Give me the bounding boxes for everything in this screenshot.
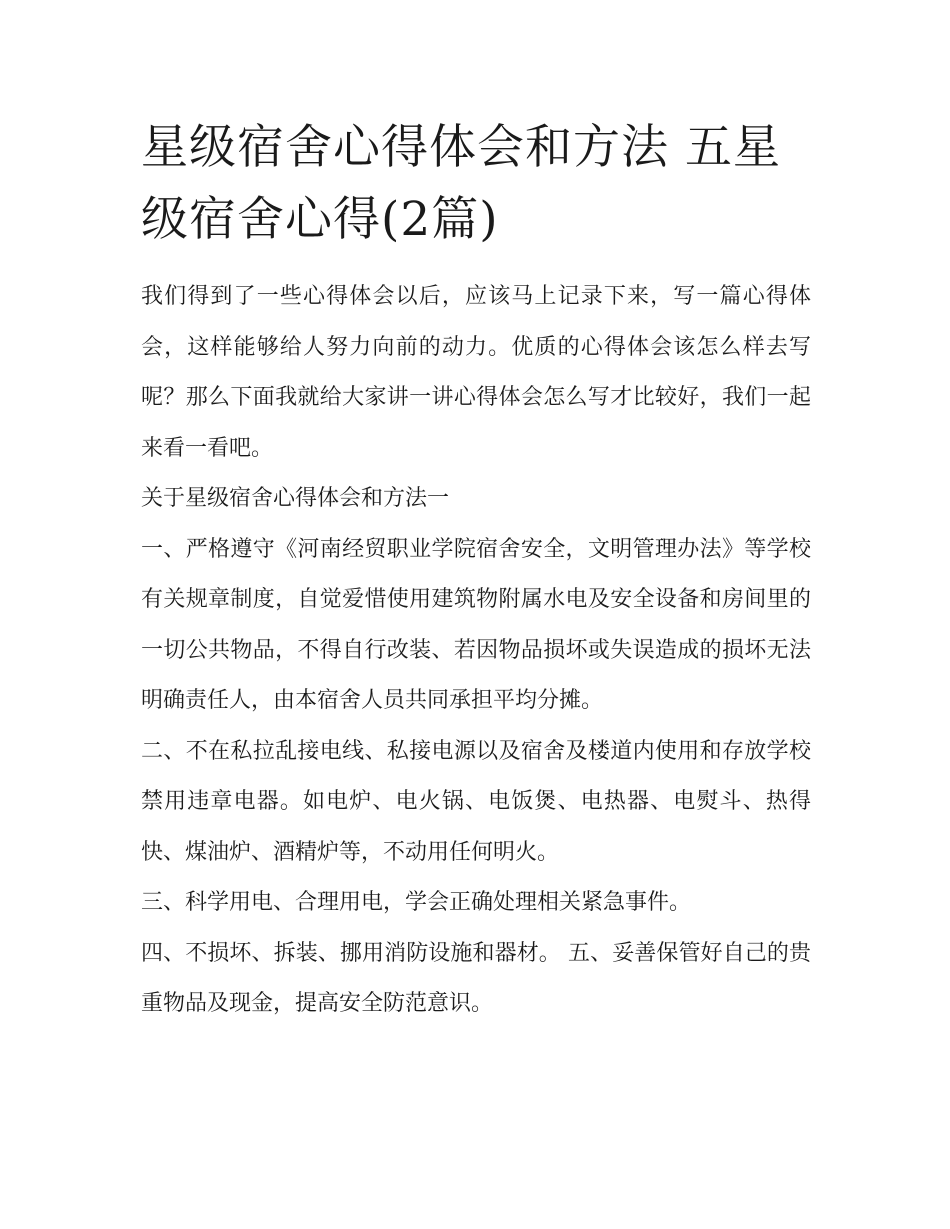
rule-paragraph-3: 三、科学用电、合理用电，学会正确处理相关紧急事件。 xyxy=(141,890,692,915)
rule-paragraph-4-5: 四、不损坏、拆装、挪用消防设施和器材。 五、妥善保管好自己的贵重物品及现金，提高安全防范意识。 xyxy=(141,940,811,1016)
rule-paragraph-2: 二、不在私拉乱接电线、私接电源以及宿舍及楼道内使用和存放学校禁用违章电器。如电炉、电火锅、电饭煲、电热器、电熨斗、热得快、煤油炉、酒精炉等，不动用任何明火。 xyxy=(141,738,811,865)
section-heading: 关于星级宿舍心得体会和方法一 xyxy=(141,486,450,511)
document-title: 星级宿舍心得体会和方法 五星级宿舍心得(2篇) xyxy=(141,120,781,247)
rule-paragraph-1: 一、严格遵守《河南经贸职业学院宿舍安全，文明管理办法》等学校有关规章制度，自觉爱惜使用建筑物附属水电及安全设备和房间里的一切公共物品，不得自行改装、若因物品损坏或失误造成的损坏无法明确责任人，由本宿舍人员共同承担平均分摊。 xyxy=(141,536,811,713)
document-body xyxy=(141,112,811,1030)
intro-paragraph: 我们得到了一些心得体会以后，应该马上记录下来，写一篇心得体会，这样能够给人努力向前的动力。优质的心得体会该怎么样去写呢？那么下面我就给大家讲一讲心得体会怎么写才比较好，我们一起来看一看吧。 xyxy=(141,284,811,461)
